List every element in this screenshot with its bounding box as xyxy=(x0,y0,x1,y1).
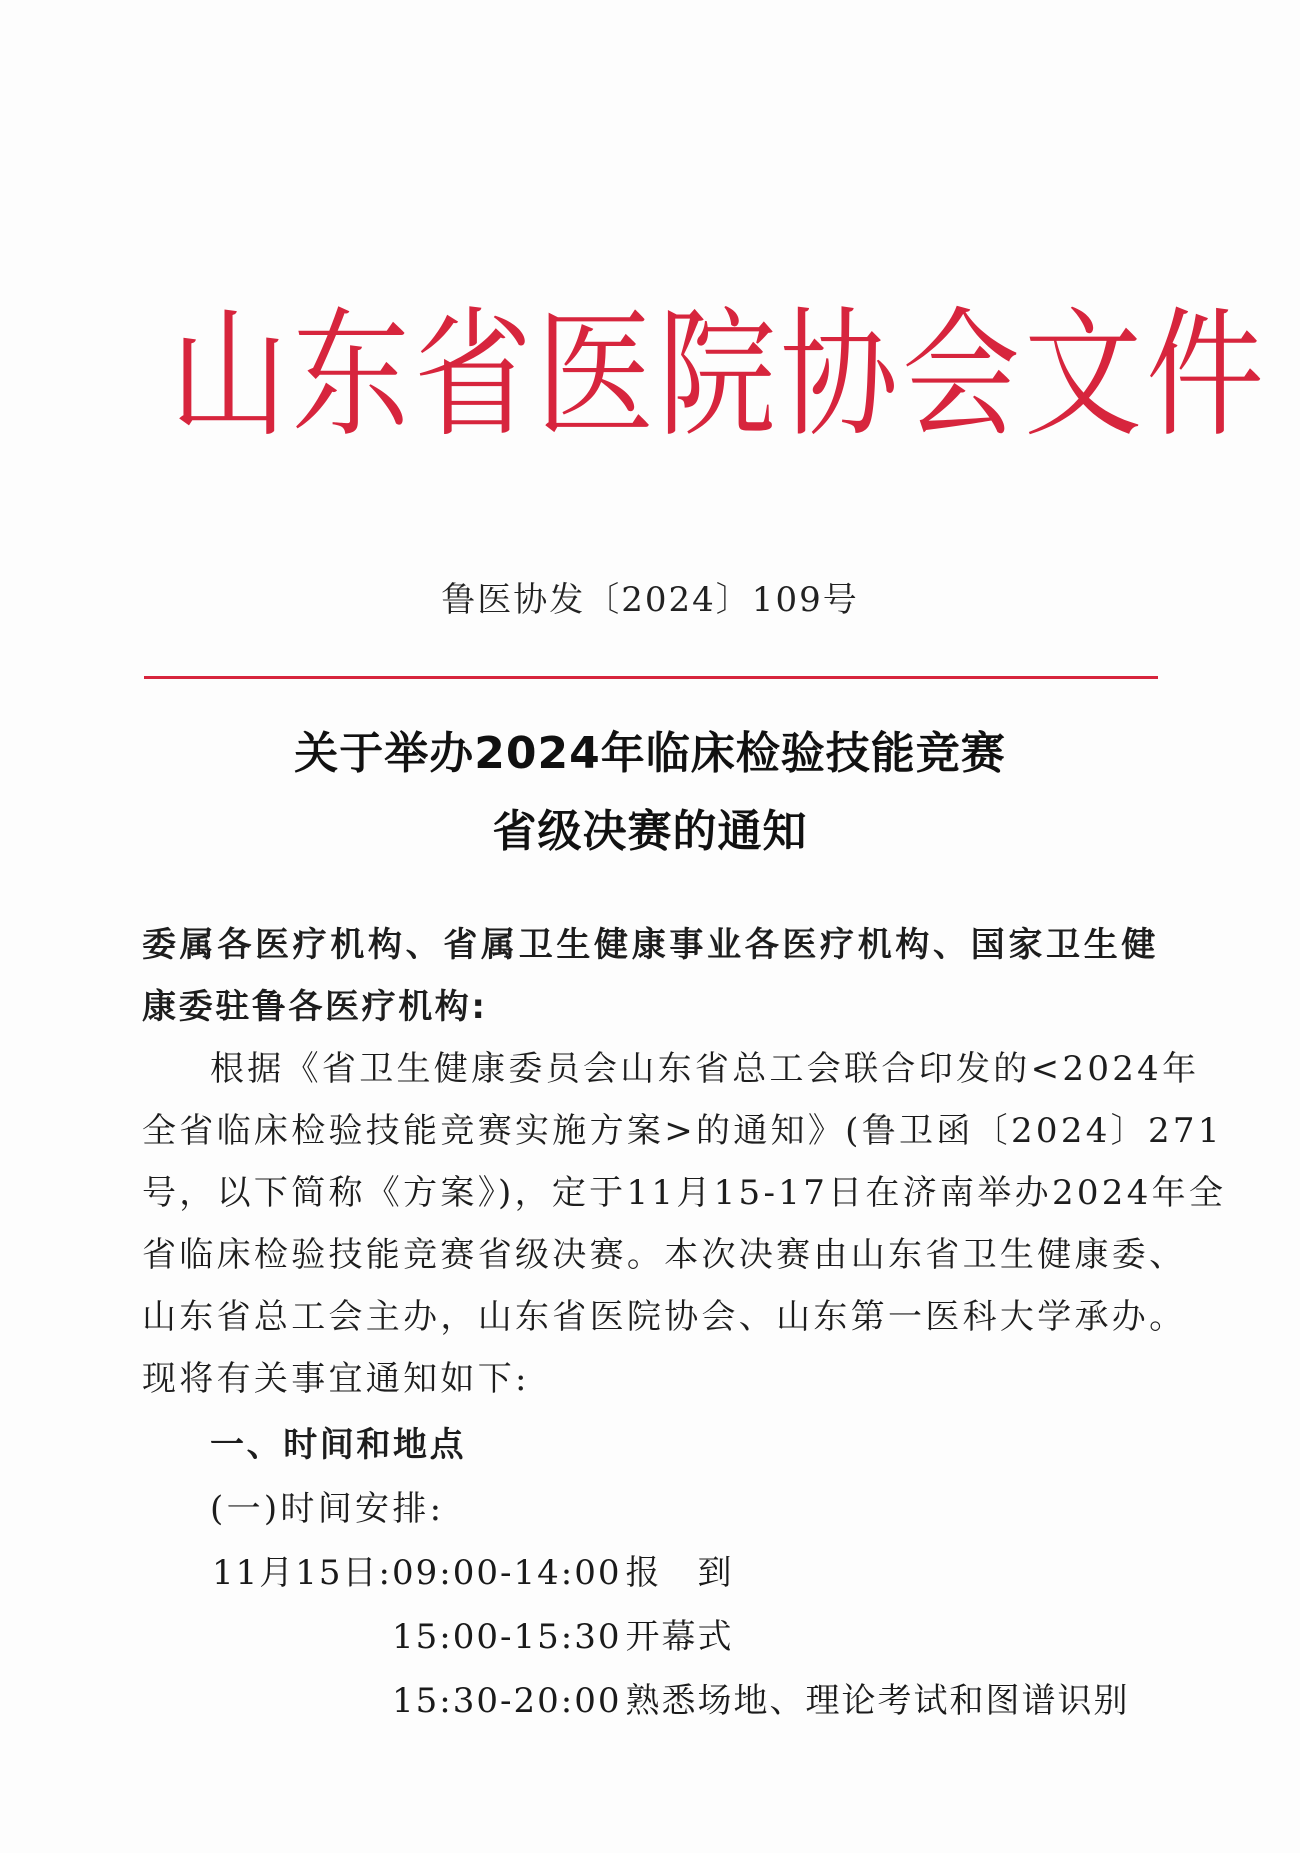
agency-red-header: 山东省医院协会文件 xyxy=(170,293,1269,457)
red-divider-line xyxy=(144,676,1158,679)
schedule-event: 熟悉场地、理论考试和图谱识别 xyxy=(625,1681,1130,1721)
subsection-heading: (一)时间安排: xyxy=(210,1489,445,1529)
section-heading: 一、时间和地点 xyxy=(210,1425,467,1465)
schedule-item xyxy=(392,1678,1129,1724)
paragraph-line: 全省临床检验技能竞赛实施方案>的通知》(鲁卫函〔2024〕271 xyxy=(142,1111,1223,1151)
paragraph-line: 山东省总工会主办，山东省医院协会、山东第一医科大学承办。 xyxy=(142,1297,1187,1337)
notice-title-line-1: 关于举办2024年临床检验技能竞赛 xyxy=(294,728,1006,779)
paragraph-line: 省临床检验技能竞赛省级决赛。本次决赛由山东省卫生健康委、 xyxy=(142,1235,1187,1275)
document-number: 鲁医协发〔2024〕109号 xyxy=(441,580,859,620)
schedule-time: 09:00-14:00 xyxy=(392,1553,622,1593)
schedule-time: 15:00-15:30 xyxy=(392,1617,622,1657)
notice-title-line-2: 省级决赛的通知 xyxy=(492,806,808,857)
paragraph-line: 根据《省卫生健康委员会山东省总工会联合印发的<2024年 xyxy=(210,1049,1200,1089)
schedule-item xyxy=(392,1550,733,1596)
paragraph-line: 号，以下简称《方案》)，定于11月15-17日在济南举办2024年全 xyxy=(142,1173,1227,1213)
schedule-date: 11月15日: xyxy=(212,1553,392,1593)
addressee-line-1: 委属各医疗机构、省属卫生健康事业各医疗机构、国家卫生健 xyxy=(142,925,1158,965)
addressee-line-2: 康委驻鲁各医疗机构: xyxy=(142,987,488,1027)
schedule-event: 开幕式 xyxy=(625,1617,734,1657)
paragraph-line: 现将有关事宜通知如下: xyxy=(142,1359,530,1399)
schedule-time: 15:30-20:00 xyxy=(392,1681,622,1721)
schedule-event: 报 到 xyxy=(625,1553,734,1593)
schedule-item xyxy=(392,1614,733,1660)
